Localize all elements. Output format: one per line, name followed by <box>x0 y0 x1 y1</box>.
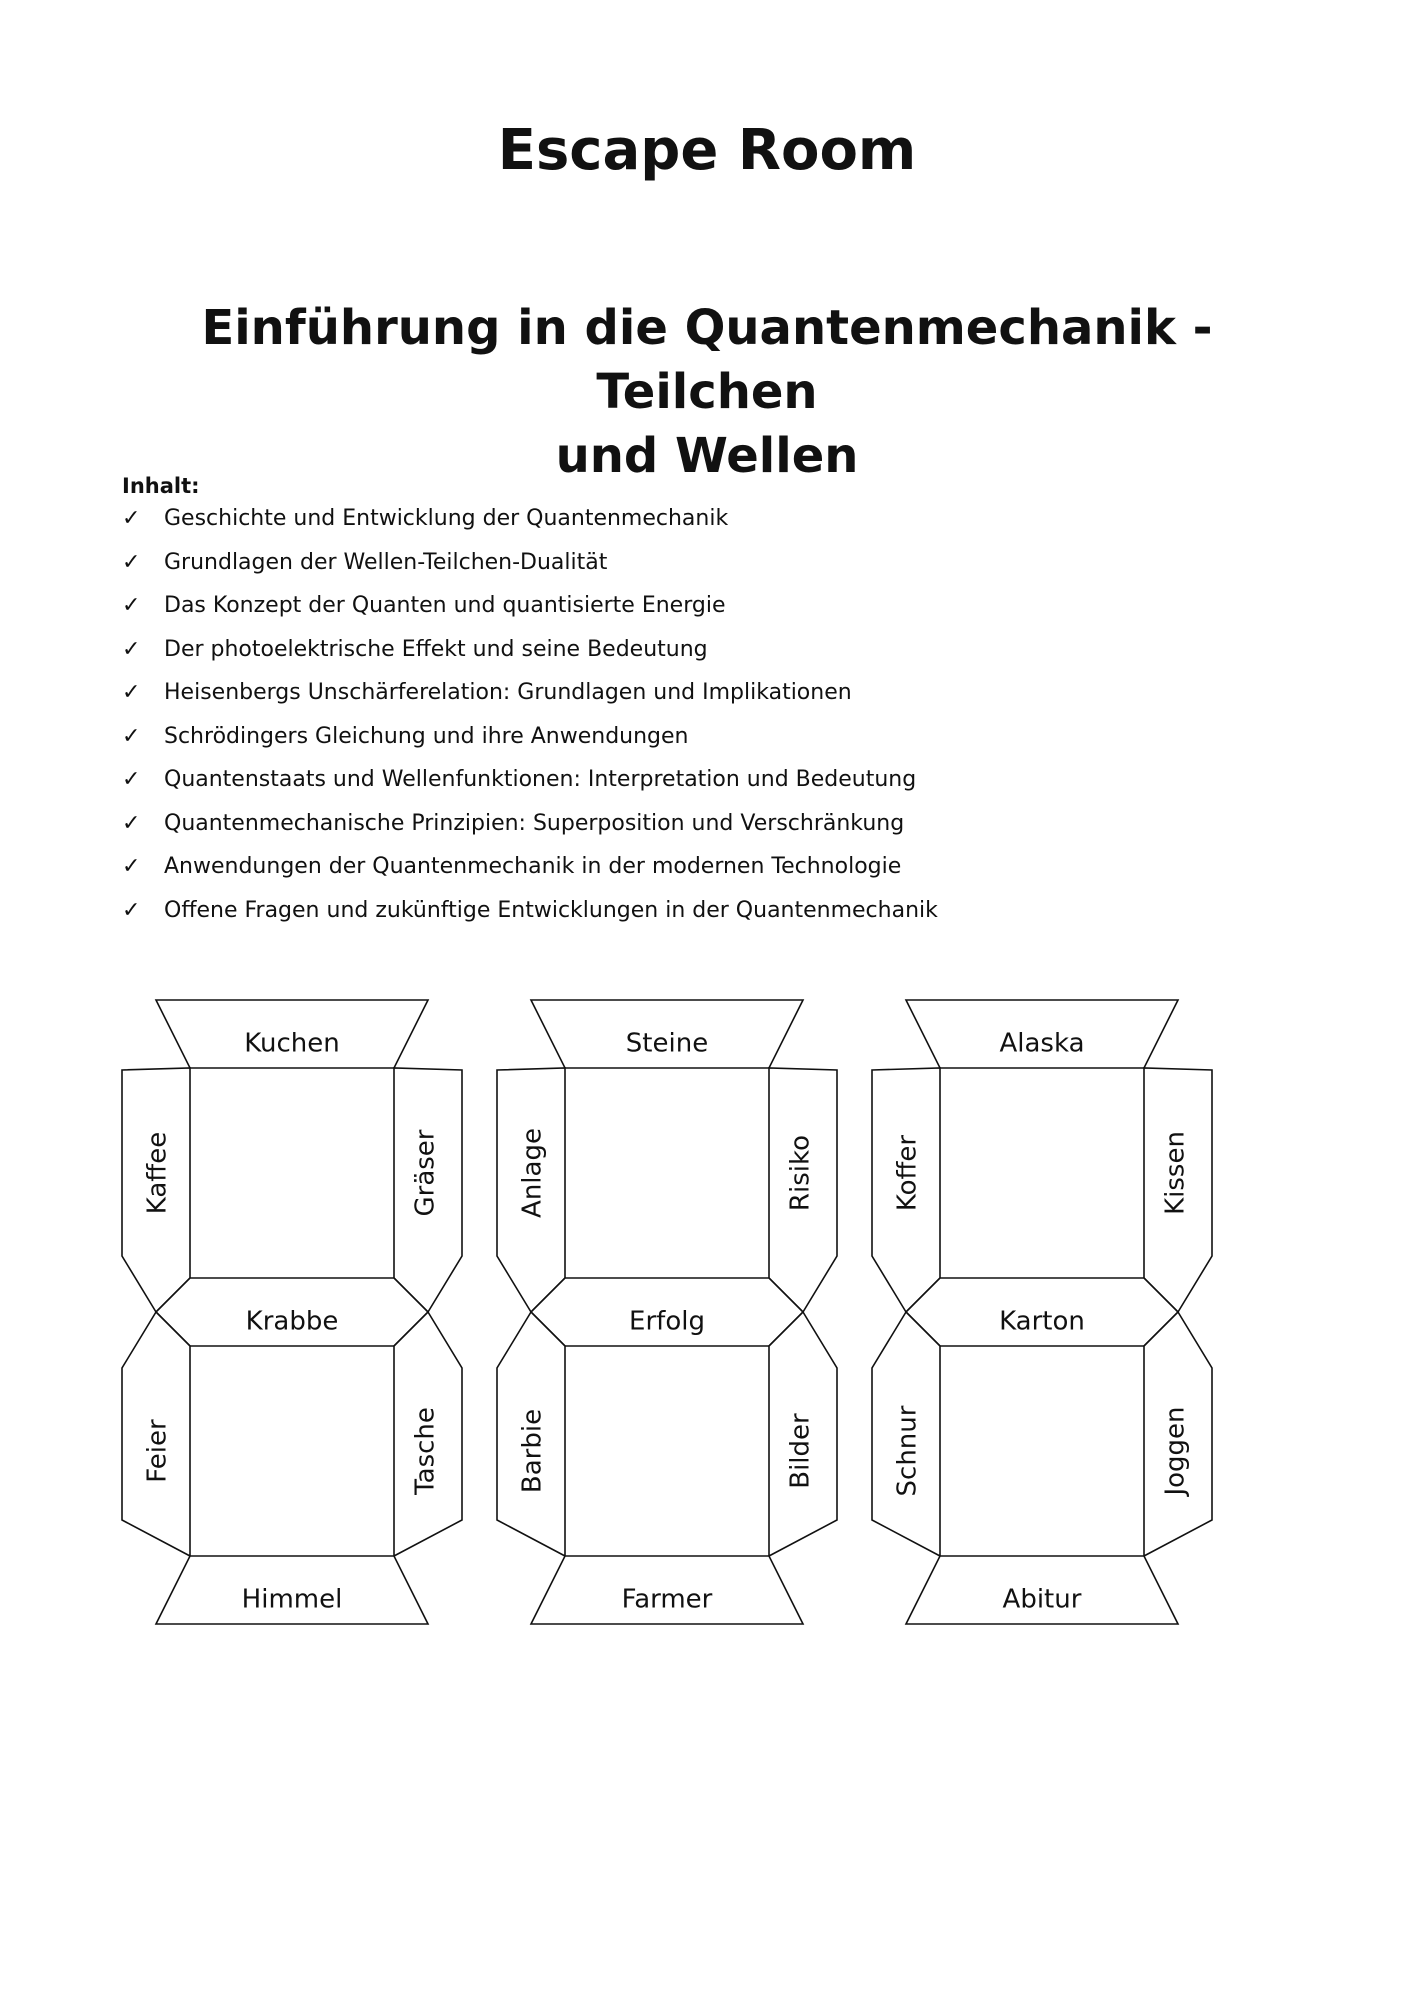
contents-item-text: Offene Fragen und zukünftige Entwicklungen in der Quantenmechanik <box>164 897 938 923</box>
segment-upper-right-label: Kissen <box>1160 1131 1191 1215</box>
segment-upper-right-label: Risiko <box>785 1134 816 1212</box>
contents-item-text: Quantenstaats und Wellenfunktionen: Interpretation und Bedeutung <box>164 767 917 792</box>
checkmark-icon: ✓ <box>122 593 141 618</box>
segment-bottom-label: Farmer <box>621 1584 713 1615</box>
contents-item-text: Grundlagen der Wellen-Teilchen-Dualität <box>164 549 608 575</box>
segment-bottom-label: Himmel <box>241 1584 343 1615</box>
segment-lower-right-label: Tasche <box>410 1407 441 1495</box>
checkmark-icon: ✓ <box>122 767 141 792</box>
checkmark-icon: ✓ <box>122 506 141 531</box>
digit-3 <box>872 1000 1212 1624</box>
segment-upper-left-label: Anlage <box>517 1128 548 1218</box>
contents-item-text: Heisenbergs Unschärferelation: Grundlagen und Implikationen <box>164 680 852 705</box>
segment-upper-left-label: Koffer <box>892 1134 923 1212</box>
checkmark-icon: ✓ <box>122 897 141 923</box>
segment-lower-left-label: Feier <box>142 1419 173 1483</box>
segment-bottom-label: Abitur <box>1002 1584 1082 1615</box>
segment-middle-label: Karton <box>999 1306 1085 1337</box>
segment-upper-left-label: Kaffee <box>142 1131 173 1215</box>
checkmark-icon: ✓ <box>122 549 141 575</box>
segment-top-label: Alaska <box>999 1028 1085 1059</box>
contents-item-text: Der photoelektrische Effekt und seine Bedeutung <box>164 636 708 662</box>
checkmark-icon: ✓ <box>122 854 141 879</box>
segment-top-label: Kuchen <box>244 1028 340 1059</box>
segment-lower-left-label: Barbie <box>517 1408 548 1494</box>
subtitle-line-1: Einführung in die Quantenmechanik - Teilchen <box>201 300 1213 420</box>
segment-middle-label: Erfolg <box>629 1306 705 1337</box>
contents-item-text: Anwendungen der Quantenmechanik in der modernen Technologie <box>164 854 902 879</box>
contents-item-text: Geschichte und Entwicklung der Quantenmechanik <box>164 506 729 531</box>
digit-2 <box>497 1000 837 1624</box>
checkmark-icon: ✓ <box>122 723 141 749</box>
checkmark-icon: ✓ <box>122 810 141 836</box>
contents-item-text: Quantenmechanische Prinzipien: Superposition und Verschränkung <box>164 810 905 836</box>
digit-1 <box>122 1000 462 1624</box>
segment-upper-right-label: Gräser <box>410 1129 441 1217</box>
segment-middle-label: Krabbe <box>245 1306 339 1337</box>
contents-item-text: Das Konzept der Quanten und quantisierte Energie <box>164 593 726 618</box>
checkmark-icon: ✓ <box>122 636 141 662</box>
contents-item-text: Schrödingers Gleichung und ihre Anwendungen <box>164 723 689 749</box>
checkmark-icon: ✓ <box>122 680 141 705</box>
subtitle-line-2: und Wellen <box>555 428 859 484</box>
contents-heading: Inhalt: <box>122 474 200 498</box>
segment-lower-left-label: Schnur <box>892 1405 923 1497</box>
segment-lower-right-label: Bilder <box>785 1413 816 1489</box>
segment-top-label: Steine <box>625 1028 709 1059</box>
segment-lower-right-label: Joggen <box>1160 1406 1191 1496</box>
page-title: Escape Room <box>497 118 917 183</box>
